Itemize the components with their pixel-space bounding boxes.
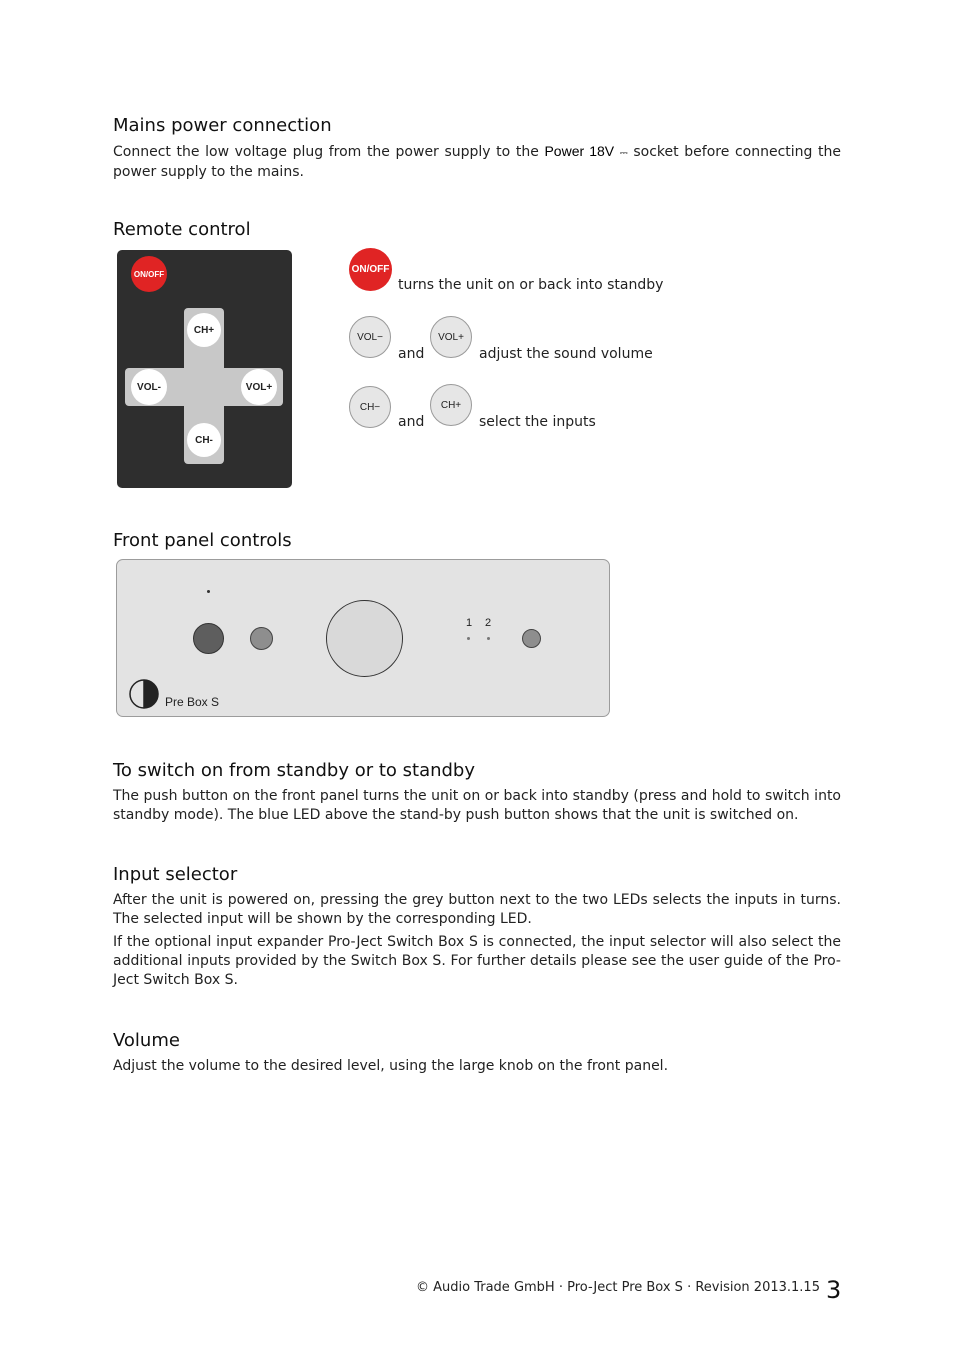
legend-on-off-button: ON/OFF bbox=[349, 248, 392, 291]
footer-copyright: © Audio Trade GmbH · Pro-Ject Pre Box S · Revision 2013.1.15 bbox=[416, 1280, 820, 1295]
input-selector-button bbox=[522, 629, 541, 648]
heading-remote-control: Remote control bbox=[113, 219, 251, 240]
volume-knob bbox=[326, 600, 403, 677]
input-selector-text-2: If the optional input expander Pro-Ject Switch Box S is connected, the input selector will also select the additional inputs provided by the Switch Box S. For further details please see the user guide of the Pro-Ject Switch Box S. bbox=[113, 934, 841, 988]
mains-power-text bbox=[113, 142, 841, 182]
legend-vol-minus-button: VOL− bbox=[349, 316, 391, 358]
dc-symbol-icon: ⎓ bbox=[619, 148, 628, 159]
legend-vol-plus-button: VOL+ bbox=[430, 316, 472, 358]
input-selector-text-1: After the unit is powered on, pressing the grey button next to the two LEDs selects the inputs in turns. The selected input will be shown by the corresponding LED. bbox=[113, 892, 841, 927]
legend-on-off-text: turns the unit on or back into standby bbox=[398, 277, 664, 293]
remote-vol-minus-button: VOL- bbox=[131, 369, 167, 405]
legend-ch-minus-button: CH− bbox=[349, 386, 391, 428]
legend-vol-text: adjust the sound volume bbox=[479, 346, 653, 362]
power-18v-label: Power 18V bbox=[544, 143, 615, 159]
input-led-2 bbox=[487, 637, 490, 640]
led-1-label: 1 bbox=[466, 617, 473, 629]
heading-input-selector: Input selector bbox=[113, 864, 238, 885]
legend-ch-plus-button: CH+ bbox=[430, 384, 472, 426]
front-panel-graphic bbox=[116, 559, 610, 717]
legend-ch-and: and bbox=[398, 414, 425, 430]
remote-on-off-button: ON/OFF bbox=[131, 256, 167, 292]
secondary-button bbox=[250, 627, 273, 650]
page-number: 3 bbox=[826, 1276, 842, 1304]
pro-ject-logo-icon bbox=[128, 678, 160, 710]
standby-text: The push button on the front panel turns the unit on or back into standby (press and hold to switch into standby mode). The blue LED above the stand-by push button shows that the unit is switched on. bbox=[113, 788, 841, 823]
remote-ch-minus-button: CH- bbox=[187, 423, 221, 457]
heading-volume: Volume bbox=[113, 1030, 180, 1051]
remote-ch-plus-button: CH+ bbox=[187, 313, 221, 347]
remote-control-graphic bbox=[117, 250, 292, 488]
model-label: Pre Box S bbox=[165, 695, 220, 709]
remote-vol-plus-button: VOL+ bbox=[241, 369, 277, 405]
input-led-1 bbox=[467, 637, 470, 640]
heading-standby: To switch on from standby or to standby bbox=[113, 760, 476, 781]
led-2-label: 2 bbox=[485, 617, 492, 629]
mains-text-after: socket before connecting the power supply to the mains. bbox=[113, 144, 842, 180]
legend-vol-and: and bbox=[398, 346, 425, 362]
standby-push-button bbox=[193, 623, 224, 654]
mains-text-before: Connect the low voltage plug from the power supply to the bbox=[113, 144, 545, 160]
legend-ch-text: select the inputs bbox=[479, 414, 596, 430]
volume-text: Adjust the volume to the desired level, using the large knob on the front panel. bbox=[113, 1058, 669, 1074]
heading-front-panel: Front panel controls bbox=[113, 530, 292, 551]
heading-mains-power: Mains power connection bbox=[113, 115, 332, 136]
standby-led-icon bbox=[207, 590, 210, 593]
